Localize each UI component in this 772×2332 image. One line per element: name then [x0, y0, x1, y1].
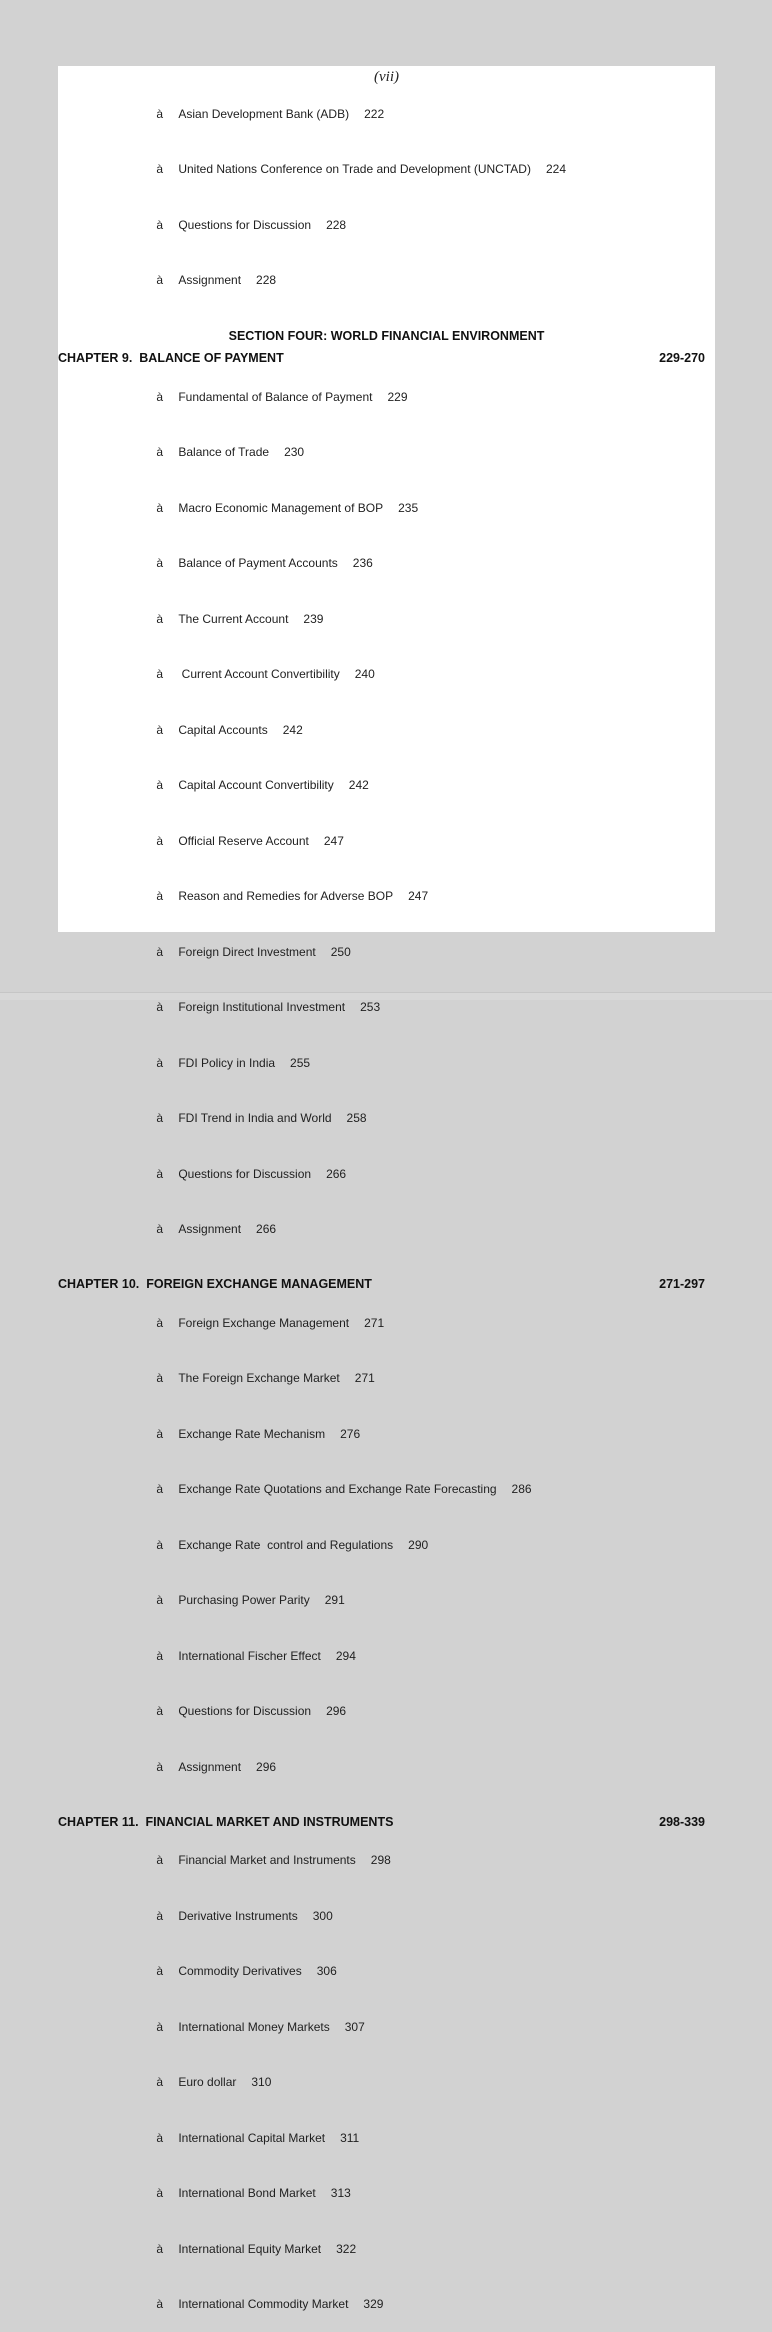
toc-item-label: Exchange Rate Quotations and Exchange Rate Forecasting [178, 1482, 496, 1496]
toc-item-label: International Fischer Effect [178, 1649, 321, 1663]
toc-item [58, 1517, 715, 1573]
toc-item [58, 1944, 715, 2000]
toc-item-page: 322 [336, 2242, 356, 2256]
toc-item-page: 250 [331, 945, 351, 959]
arrow-bullet-icon: à [156, 105, 178, 124]
toc-item-page: 258 [347, 1111, 367, 1125]
toc-item-label: Foreign Exchange Management [178, 1316, 349, 1330]
toc-item [58, 1351, 715, 1407]
toc-item [58, 1146, 715, 1202]
toc-item-page: 242 [283, 723, 303, 737]
arrow-bullet-icon: à [156, 2295, 178, 2314]
chapter-item-list [58, 1295, 715, 1795]
arrow-bullet-icon: à [156, 271, 178, 290]
arrow-bullet-icon: à [156, 1536, 178, 1555]
chapter-heading [58, 1813, 715, 1831]
arrow-bullet-icon: à [156, 1907, 178, 1926]
scan-bottom-edge [0, 992, 772, 1000]
toc-item-label: The Foreign Exchange Market [178, 1371, 339, 1385]
toc-item [58, 1091, 715, 1147]
toc-item [58, 2277, 715, 2332]
toc-item-label: Assignment [178, 273, 241, 287]
toc-item-page: 298 [371, 1853, 391, 1867]
toc-item-page: 310 [251, 2075, 271, 2089]
toc-item-page: 253 [360, 1000, 380, 1014]
toc-item [58, 2055, 715, 2111]
toc-item [58, 758, 715, 814]
toc-item [58, 1888, 715, 1944]
toc-item-label: Derivative Instruments [178, 1909, 297, 1923]
toc-item-page: 247 [324, 834, 344, 848]
section-header: SECTION FOUR: WORLD FINANCIAL ENVIRONMENT [58, 328, 715, 345]
arrow-bullet-icon: à [156, 1314, 178, 1333]
toc-item-page: 300 [313, 1909, 333, 1923]
chapter-block [58, 1275, 715, 1795]
arrow-bullet-icon: à [156, 1165, 178, 1184]
toc-item [58, 1406, 715, 1462]
chapter-page-range: 271-297 [659, 1275, 705, 1293]
toc-item-page: 224 [546, 162, 566, 176]
toc-item-label: Foreign Institutional Investment [178, 1000, 345, 1014]
toc-item [58, 1035, 715, 1091]
chapter-item-list [58, 369, 715, 1257]
arrow-bullet-icon: à [156, 160, 178, 179]
chapter-title: CHAPTER 11. FINANCIAL MARKET AND INSTRUMENTS [58, 1813, 393, 1831]
toc-item-label: Capital Account Convertibility [178, 778, 333, 792]
chapter-block [58, 1813, 715, 2332]
toc-item-page: 291 [325, 1593, 345, 1607]
toc-item [58, 425, 715, 481]
toc-item-label: Purchasing Power Parity [178, 1593, 309, 1607]
arrow-bullet-icon: à [156, 2073, 178, 2092]
arrow-bullet-icon: à [156, 1369, 178, 1388]
toc-item-label: Balance of Trade [178, 445, 269, 459]
toc-item [58, 1739, 715, 1795]
toc-item-label: Asian Development Bank (ADB) [178, 107, 349, 121]
arrow-bullet-icon: à [156, 776, 178, 795]
toc-item-label: International Commodity Market [178, 2297, 348, 2311]
toc-item-page: 296 [326, 1704, 346, 1718]
toc-item-page: 235 [398, 501, 418, 515]
toc-item-page: 255 [290, 1056, 310, 1070]
toc-item-page: 271 [355, 1371, 375, 1385]
toc-item [58, 253, 715, 309]
arrow-bullet-icon: à [156, 2018, 178, 2037]
toc-item-label: International Bond Market [178, 2186, 315, 2200]
toc-item-page: 306 [317, 1964, 337, 1978]
arrow-bullet-icon: à [156, 1851, 178, 1870]
toc-item-label: Macro Economic Management of BOP [178, 501, 383, 515]
toc-item-label: Balance of Payment Accounts [178, 556, 337, 570]
arrow-bullet-icon: à [156, 2129, 178, 2148]
toc-item-page: 266 [256, 1222, 276, 1236]
arrow-bullet-icon: à [156, 887, 178, 906]
toc-item-label: Reason and Remedies for Adverse BOP [178, 889, 393, 903]
arrow-bullet-icon: à [156, 2240, 178, 2259]
toc-item-page: 313 [331, 2186, 351, 2200]
toc-item-page: 311 [340, 2131, 359, 2145]
toc-item-label: Exchange Rate control and Regulations [178, 1538, 393, 1552]
toc-item-label: FDI Trend in India and World [178, 1111, 331, 1125]
toc-item-label: International Money Markets [178, 2020, 329, 2034]
toc-item-page: 242 [349, 778, 369, 792]
toc-item-label: Exchange Rate Mechanism [178, 1427, 325, 1441]
toc-item-page: 271 [364, 1316, 384, 1330]
toc-item-label: Euro dollar [178, 2075, 236, 2089]
toc-item [58, 1295, 715, 1351]
chapter-page-range: 298-339 [659, 1813, 705, 1831]
toc-item [58, 924, 715, 980]
arrow-bullet-icon: à [156, 998, 178, 1017]
toc-item [58, 142, 715, 198]
toc-item [58, 1573, 715, 1629]
arrow-bullet-icon: à [156, 1647, 178, 1666]
arrow-bullet-icon: à [156, 554, 178, 573]
toc-item [58, 1999, 715, 2055]
toc-item-page: 290 [408, 1538, 428, 1552]
toc-item [58, 1628, 715, 1684]
arrow-bullet-icon: à [156, 943, 178, 962]
toc-item-label: Questions for Discussion [178, 1704, 311, 1718]
toc-item-label: The Current Account [178, 612, 288, 626]
toc-item-label: FDI Policy in India [178, 1056, 275, 1070]
arrow-bullet-icon: à [156, 1758, 178, 1777]
toc-item-label: Assignment [178, 1760, 241, 1774]
toc-item [58, 647, 715, 703]
toc-item [58, 536, 715, 592]
toc-item-page: 240 [355, 667, 375, 681]
toc-item [58, 197, 715, 253]
arrow-bullet-icon: à [156, 443, 178, 462]
toc-item-page: 296 [256, 1760, 276, 1774]
chapter-item-list [58, 1833, 715, 2332]
toc-item-page: 329 [363, 2297, 383, 2311]
toc-item-page: 222 [364, 107, 384, 121]
toc-item-page: 228 [256, 273, 276, 287]
arrow-bullet-icon: à [156, 721, 178, 740]
toc-item-page: 247 [408, 889, 428, 903]
toc-item-label: Current Account Convertibility [178, 667, 339, 681]
arrow-bullet-icon: à [156, 610, 178, 629]
arrow-bullet-icon: à [156, 1425, 178, 1444]
arrow-bullet-icon: à [156, 1702, 178, 1721]
toc-item-page: 266 [326, 1167, 346, 1181]
arrow-bullet-icon: à [156, 1109, 178, 1128]
arrow-bullet-icon: à [156, 1220, 178, 1239]
toc-item-label: International Equity Market [178, 2242, 321, 2256]
chapter-heading [58, 1275, 715, 1293]
arrow-bullet-icon: à [156, 216, 178, 235]
toc-item-page: 230 [284, 445, 304, 459]
toc-item [58, 86, 715, 142]
toc-item-label: Capital Accounts [178, 723, 267, 737]
toc-item-label: Official Reserve Account [178, 834, 309, 848]
toc-item-label: Financial Market and Instruments [178, 1853, 355, 1867]
chapters-container [58, 349, 715, 2332]
toc-item [58, 1202, 715, 1258]
toc-item [58, 591, 715, 647]
toc-item-label: Questions for Discussion [178, 218, 311, 232]
arrow-bullet-icon: à [156, 832, 178, 851]
toc-item [58, 1684, 715, 1740]
arrow-bullet-icon: à [156, 1054, 178, 1073]
toc-item [58, 2110, 715, 2166]
arrow-bullet-icon: à [156, 2184, 178, 2203]
toc-item-label: Foreign Direct Investment [178, 945, 315, 959]
chapter-block [58, 349, 715, 1257]
toc-item-label: International Capital Market [178, 2131, 325, 2145]
arrow-bullet-icon: à [156, 1962, 178, 1981]
toc-item [58, 1833, 715, 1889]
arrow-bullet-icon: à [156, 1591, 178, 1610]
toc-item-page: 276 [340, 1427, 360, 1441]
toc-item [58, 369, 715, 425]
toc-item-label: Fundamental of Balance of Payment [178, 390, 372, 404]
chapter-page-range: 229-270 [659, 349, 705, 367]
arrow-bullet-icon: à [156, 499, 178, 518]
toc-item-page: 239 [303, 612, 323, 626]
toc-item [58, 869, 715, 925]
page-folio: (vii) [58, 68, 715, 86]
toc-item [58, 2166, 715, 2222]
toc-item-page: 307 [345, 2020, 365, 2034]
chapter-title: CHAPTER 10. FOREIGN EXCHANGE MANAGEMENT [58, 1275, 372, 1293]
toc-item-page: 294 [336, 1649, 356, 1663]
toc-item-label: Commodity Derivatives [178, 1964, 301, 1978]
toc-item [58, 813, 715, 869]
toc-item-page: 229 [387, 390, 407, 404]
toc-item [58, 1462, 715, 1518]
chapter-title: CHAPTER 9. BALANCE OF PAYMENT [58, 349, 284, 367]
toc-item [58, 480, 715, 536]
toc-item [58, 2221, 715, 2277]
toc-scanned-page [58, 66, 715, 932]
toc-item-label: United Nations Conference on Trade and Development (UNCTAD) [178, 162, 531, 176]
toc-item [58, 980, 715, 1036]
toc-item-page: 228 [326, 218, 346, 232]
toc-item-label: Assignment [178, 1222, 241, 1236]
toc-item-page: 286 [512, 1482, 532, 1496]
chapter-heading [58, 349, 715, 367]
arrow-bullet-icon: à [156, 1480, 178, 1499]
arrow-bullet-icon: à [156, 388, 178, 407]
chapter8-continuation-list [58, 86, 715, 308]
toc-item-page: 236 [353, 556, 373, 570]
arrow-bullet-icon: à [156, 665, 178, 684]
toc-item [58, 702, 715, 758]
toc-item-label: Questions for Discussion [178, 1167, 311, 1181]
